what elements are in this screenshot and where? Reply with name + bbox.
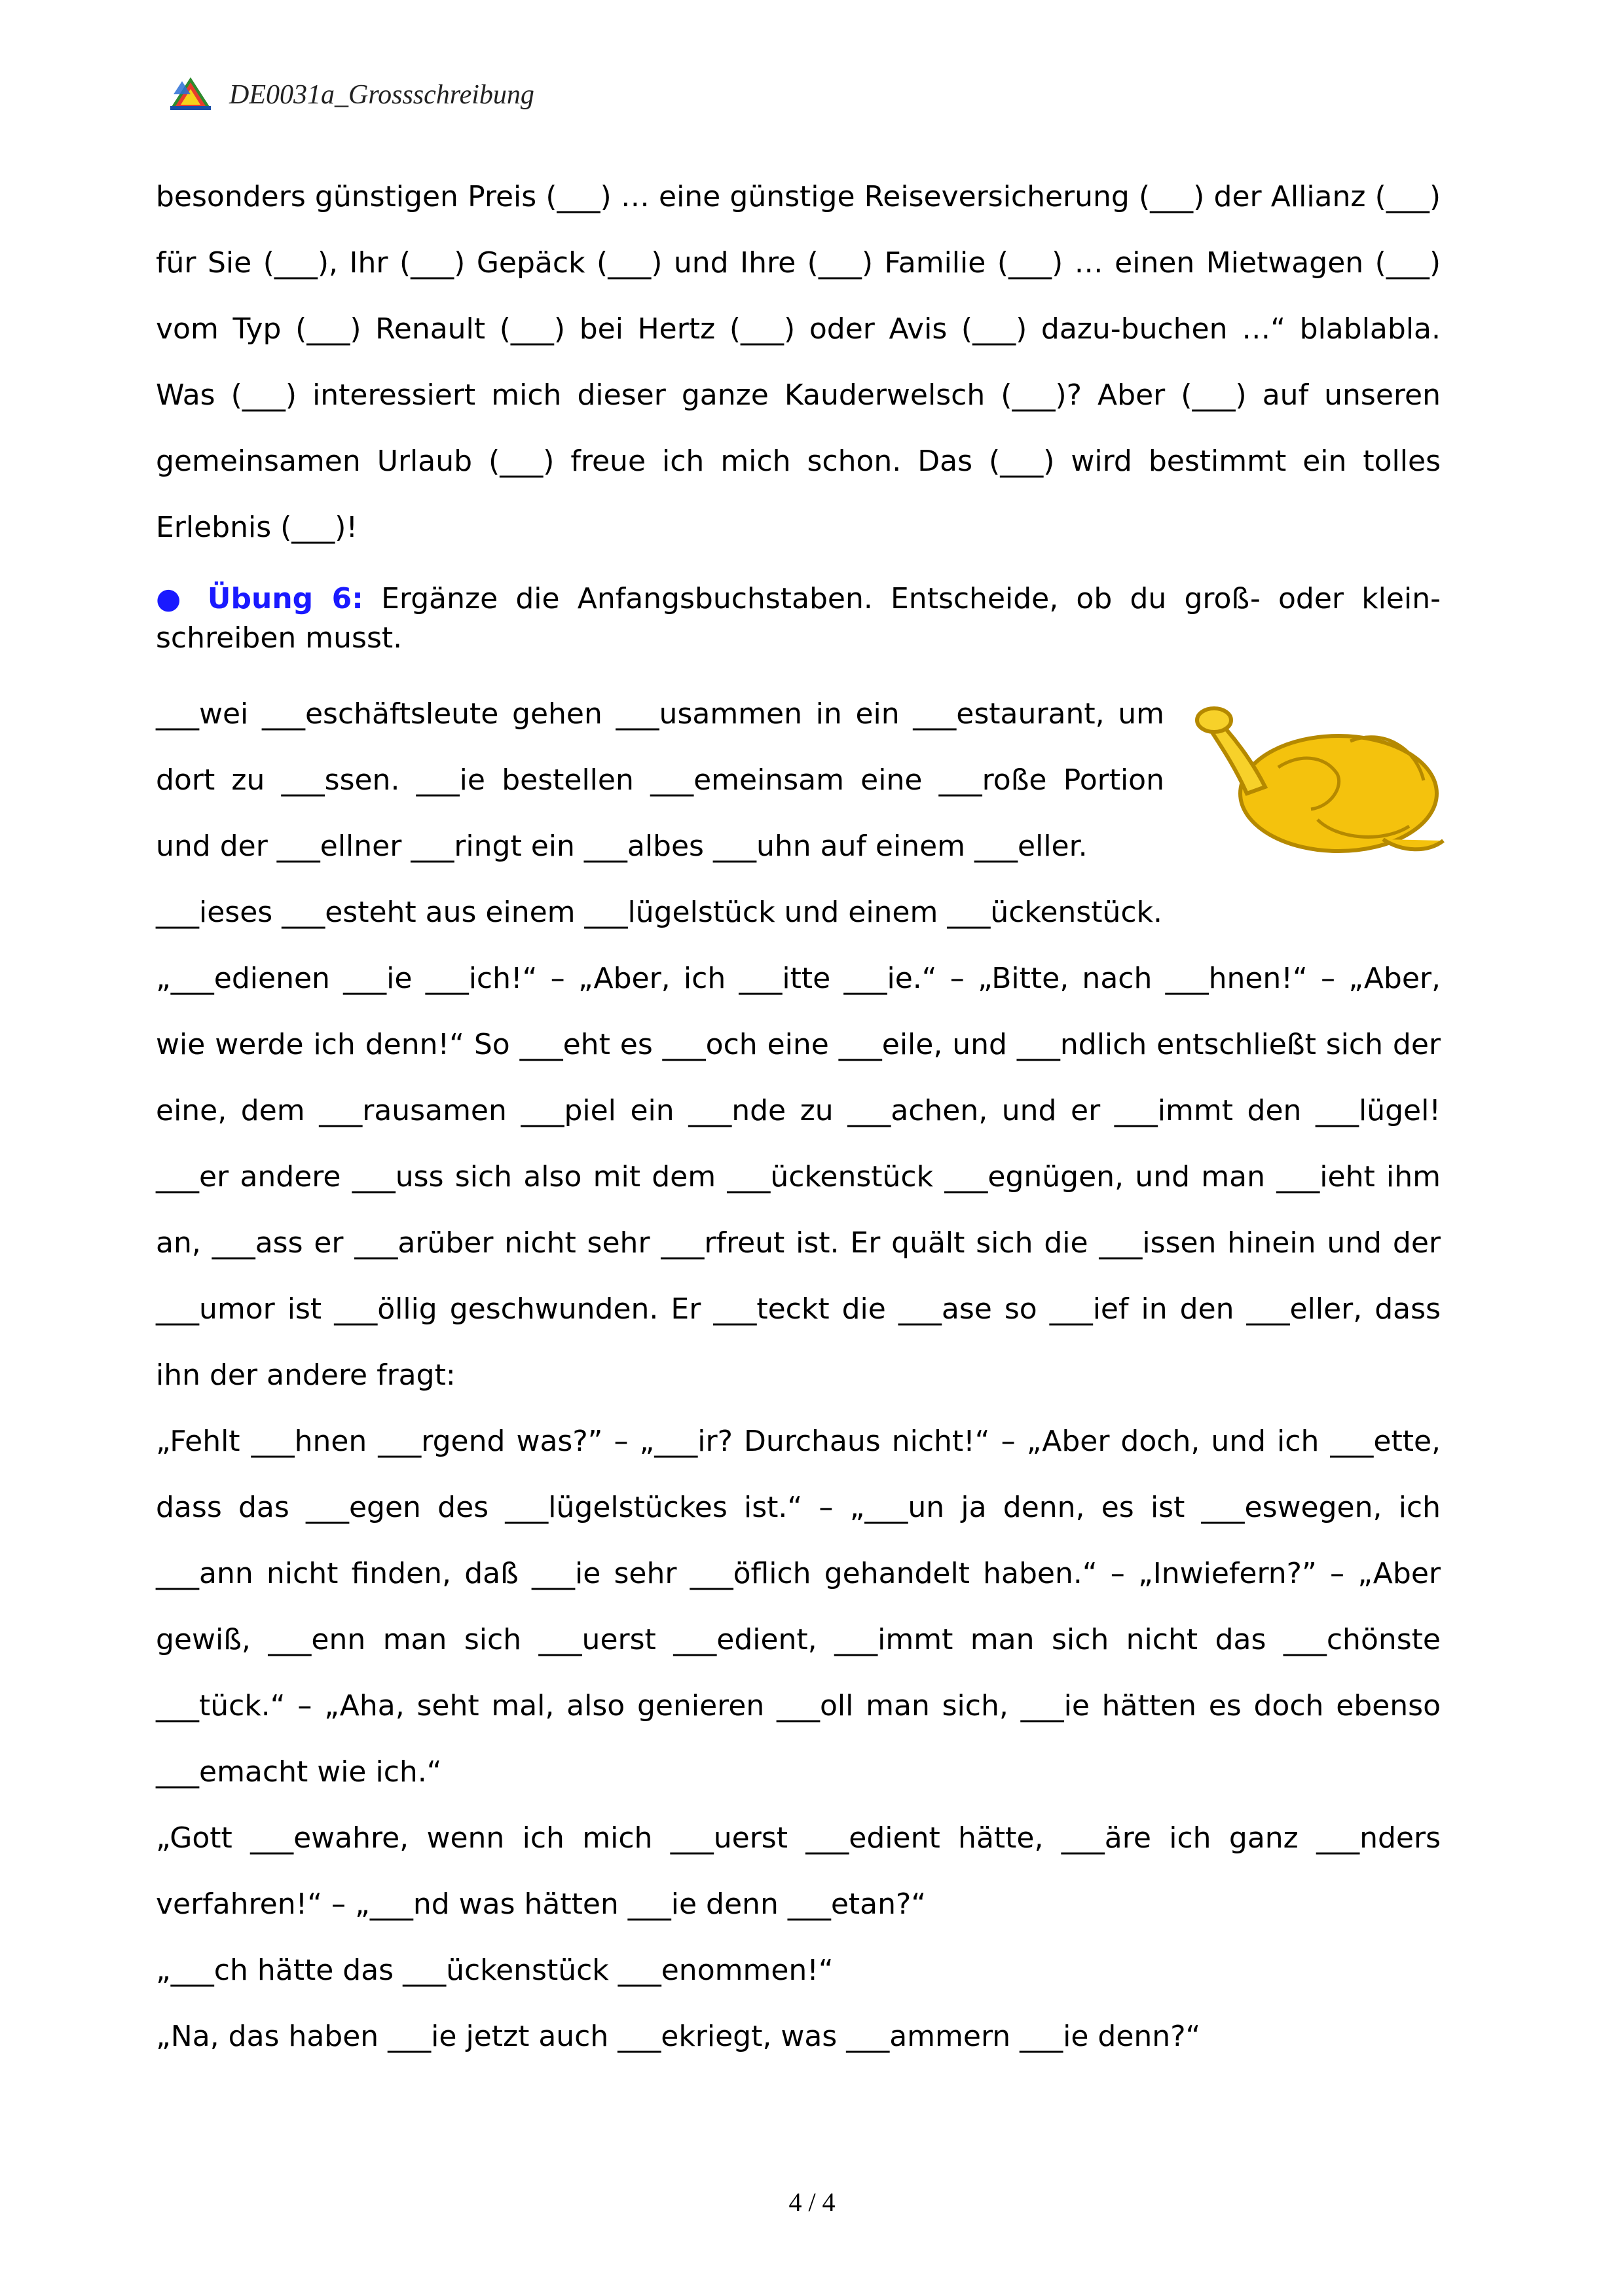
bullet-icon: ● bbox=[156, 582, 190, 615]
exercise-instruction: Ergänze die Anfangsbuchstaben. Entscheide, ob du groß- oder klein-schreiben musst. bbox=[156, 582, 1441, 655]
document-id: DE0031a_Grossschreibung bbox=[229, 80, 534, 110]
exercise-paragraph-3: „___edienen ___ie ___ich!“ – „Aber, ich ___itte ___ie.“ – „Bitte, nach ___hnen!“ – „Aber, wie werde ich denn!“ So ___eht es ___och eine ___eile, und ___ndlich entschließt sich der eine, dem ___rausamen ___piel ein ___nde zu ___achen, und er ___immt den ___lügel! ___er andere ___uss sich also mit dem ___ückenstück ___egnügen, und man ___ieht ihm an, ___ass er ___arüber nicht sehr ___rfreut ist. Er quält sich die ___issen hinein und der ___umor ist ___öllig geschwunden. Er ___teckt die ___ase so ___ief in den ___eller, dass ihn der andere fragt: bbox=[156, 962, 1441, 1392]
exercise-label: Übung 6: bbox=[207, 582, 363, 615]
page-number: 4 / 4 bbox=[788, 2187, 836, 2217]
exercise-paragraph-4: „Fehlt ___hnen ___rgend was?” – „___ir? Durchaus nicht!“ – „Aber doch, und ich ___ette, dass das ___egen des ___lügelstückes ist.“ – „___un ja denn, es ist ___eswegen, ich ___ann nicht finden, daß ___ie sehr ___öflich gehandelt haben.“ – „Inwiefern?” – „Aber gewiß, ___enn man sich ___uerst ___edient, ___immt man sich nicht das ___chönste ___tück.“ – „Aha, seht mal, also genieren ___oll man sich, ___ie hätten es doch ebenso ___emacht wie ich.“ bbox=[156, 1425, 1441, 1789]
exercise-5-continuation-text: besonders günstigen Preis (___) … eine günstige Reiseversicherung (___) der Allianz (___) für Sie (___), Ihr (___) Gepäck (___) und Ihre (___) Familie (___) … einen Mietwagen (___) vom Typ (___) Renault (___) bei Hertz (___) oder Avis (___) dazu-buchen …“ blablabla. Was (___) interessiert mich dieser ganze Kauderwelsch (___)? Aber (___) auf unseren gemeinsamen Urlaub (___) freue ich mich schon. Das (___) wird bestimmt ein tolles Erlebnis (___)! bbox=[156, 180, 1441, 544]
roast-chicken-icon bbox=[1187, 689, 1449, 860]
exercise-paragraph-2: ___ieses ___esteht aus einem ___lügelstück und einem ___ückenstück. bbox=[156, 896, 1163, 929]
exercise-paragraph-6: „___ch hätte das ___ückenstück ___enommen!“ bbox=[156, 1954, 834, 1987]
colorful-triangle-logo-icon bbox=[169, 76, 212, 111]
exercise-paragraph-7: „Na, das haben ___ie jetzt auch ___ekriegt, was ___ammern ___ie denn?“ bbox=[156, 2020, 1201, 2053]
exercise-paragraph-1: ___wei ___eschäftsleute gehen ___usammen in ein ___estaurant, um dort zu ___ssen. ___ie bestellen ___emeinsam eine ___roße Portion und der ___ellner ___ringt ein ___albes ___uhn auf einem ___eller. bbox=[156, 697, 1164, 863]
exercise-6-heading bbox=[156, 579, 1441, 658]
exercise-paragraph-5: „Gott ___ewahre, wenn ich mich ___uerst ___edient hätte, ___äre ich ganz ___nders verfahren!“ – „___nd was hätten ___ie denn ___etan?“ bbox=[156, 1821, 1441, 1921]
